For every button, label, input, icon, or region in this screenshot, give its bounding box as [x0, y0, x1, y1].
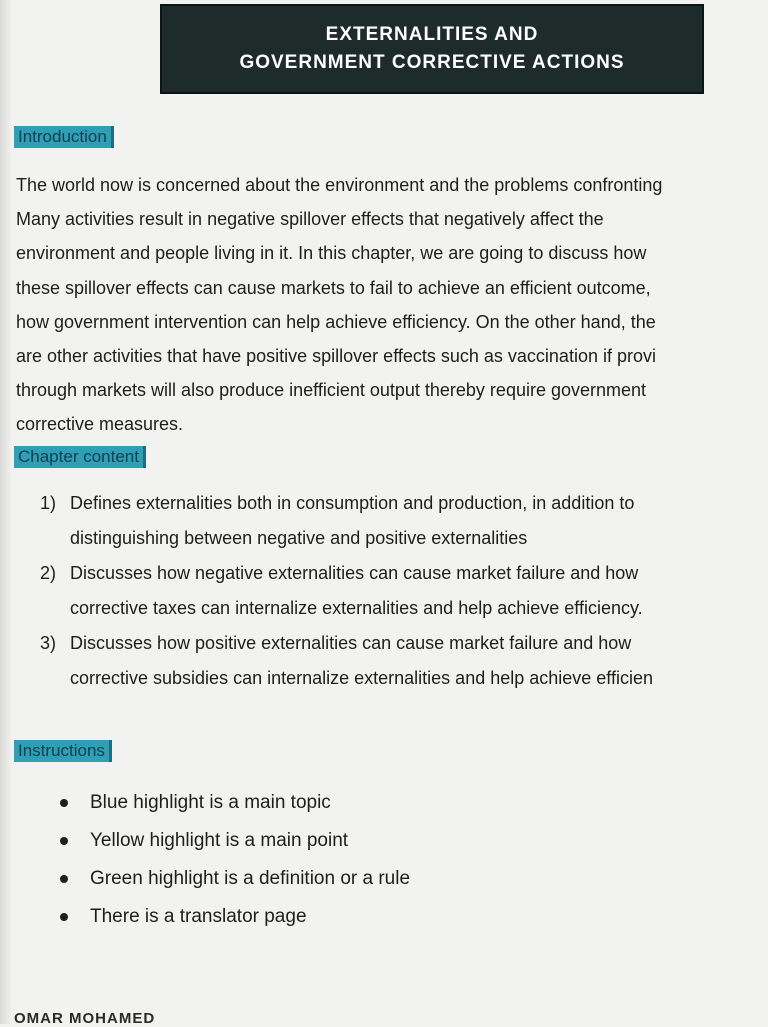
bullet-icon	[60, 913, 68, 921]
section-label-introduction: Introduction	[14, 126, 114, 148]
list-item-line: Discusses how positive externalities can cause market failure and how	[70, 633, 632, 653]
list-item	[40, 626, 768, 696]
chapter-content-list	[40, 486, 768, 696]
introduction-paragraph	[16, 168, 768, 442]
list-item-text: Blue highlight is a main topic	[90, 792, 331, 813]
bullet-icon	[60, 837, 68, 845]
list-item-line: corrective subsidies can internalize externalities and help achieve efficien	[70, 668, 653, 688]
list-item	[56, 898, 410, 936]
paragraph-line: these spillover effects can cause markets to fail to achieve an efficient outcome,	[16, 277, 651, 298]
chapter-title-box	[160, 4, 704, 94]
chapter-title-line-1: EXTERNALITIES AND	[325, 24, 539, 45]
list-item-text: There is a translator page	[90, 906, 307, 927]
paragraph-line: The world now is concerned about the environment and the problems confronting	[16, 175, 663, 195]
bullet-icon	[60, 875, 68, 883]
list-item-line: corrective taxes can internalize externalities and help achieve efficiency.	[70, 598, 643, 618]
footer-author: OMAR MOHAMED	[14, 1010, 156, 1027]
paragraph-line: through markets will also produce inefficient output thereby require government	[16, 380, 647, 401]
paragraph-line: environment and people living in it. In this chapter, we are going to discuss how	[16, 243, 647, 264]
list-item	[40, 486, 768, 556]
list-item	[56, 860, 410, 898]
list-item-text: Yellow highlight is a main point	[90, 830, 349, 851]
section-label-chapter-content: Chapter content	[14, 446, 146, 468]
list-item-line: distinguishing between negative and positive externalities	[70, 528, 528, 548]
instructions-list	[56, 784, 410, 936]
list-item-text: Green highlight is a definition or a rule	[90, 868, 411, 889]
list-item-number: 1)	[40, 493, 57, 513]
list-item-line: Discusses how negative externalities can cause market failure and how	[70, 563, 639, 583]
list-item-line: Defines externalities both in consumption and production, in addition to	[70, 493, 635, 513]
paragraph-line: corrective measures.	[16, 414, 184, 435]
list-item-number: 3)	[40, 633, 57, 653]
chapter-title-line-2: GOVERNMENT CORRECTIVE ACTIONS	[239, 52, 625, 73]
paragraph-line: Many activities result in negative spillover effects that negatively affect the	[16, 209, 604, 230]
list-item-number: 2)	[40, 563, 57, 583]
list-item-text	[40, 556, 768, 626]
list-item-text	[40, 486, 768, 556]
bullet-icon	[60, 799, 68, 807]
list-item-text	[40, 626, 768, 696]
page-edge	[0, 0, 12, 1024]
list-item	[56, 784, 410, 822]
list-item	[40, 556, 768, 626]
list-item	[56, 822, 410, 860]
paragraph-line: are other activities that have positive spillover effects such as vaccination if provi	[16, 345, 656, 366]
section-label-instructions: Instructions	[14, 740, 112, 762]
paragraph-line: how government intervention can help achieve efficiency. On the other hand, the	[16, 311, 656, 332]
